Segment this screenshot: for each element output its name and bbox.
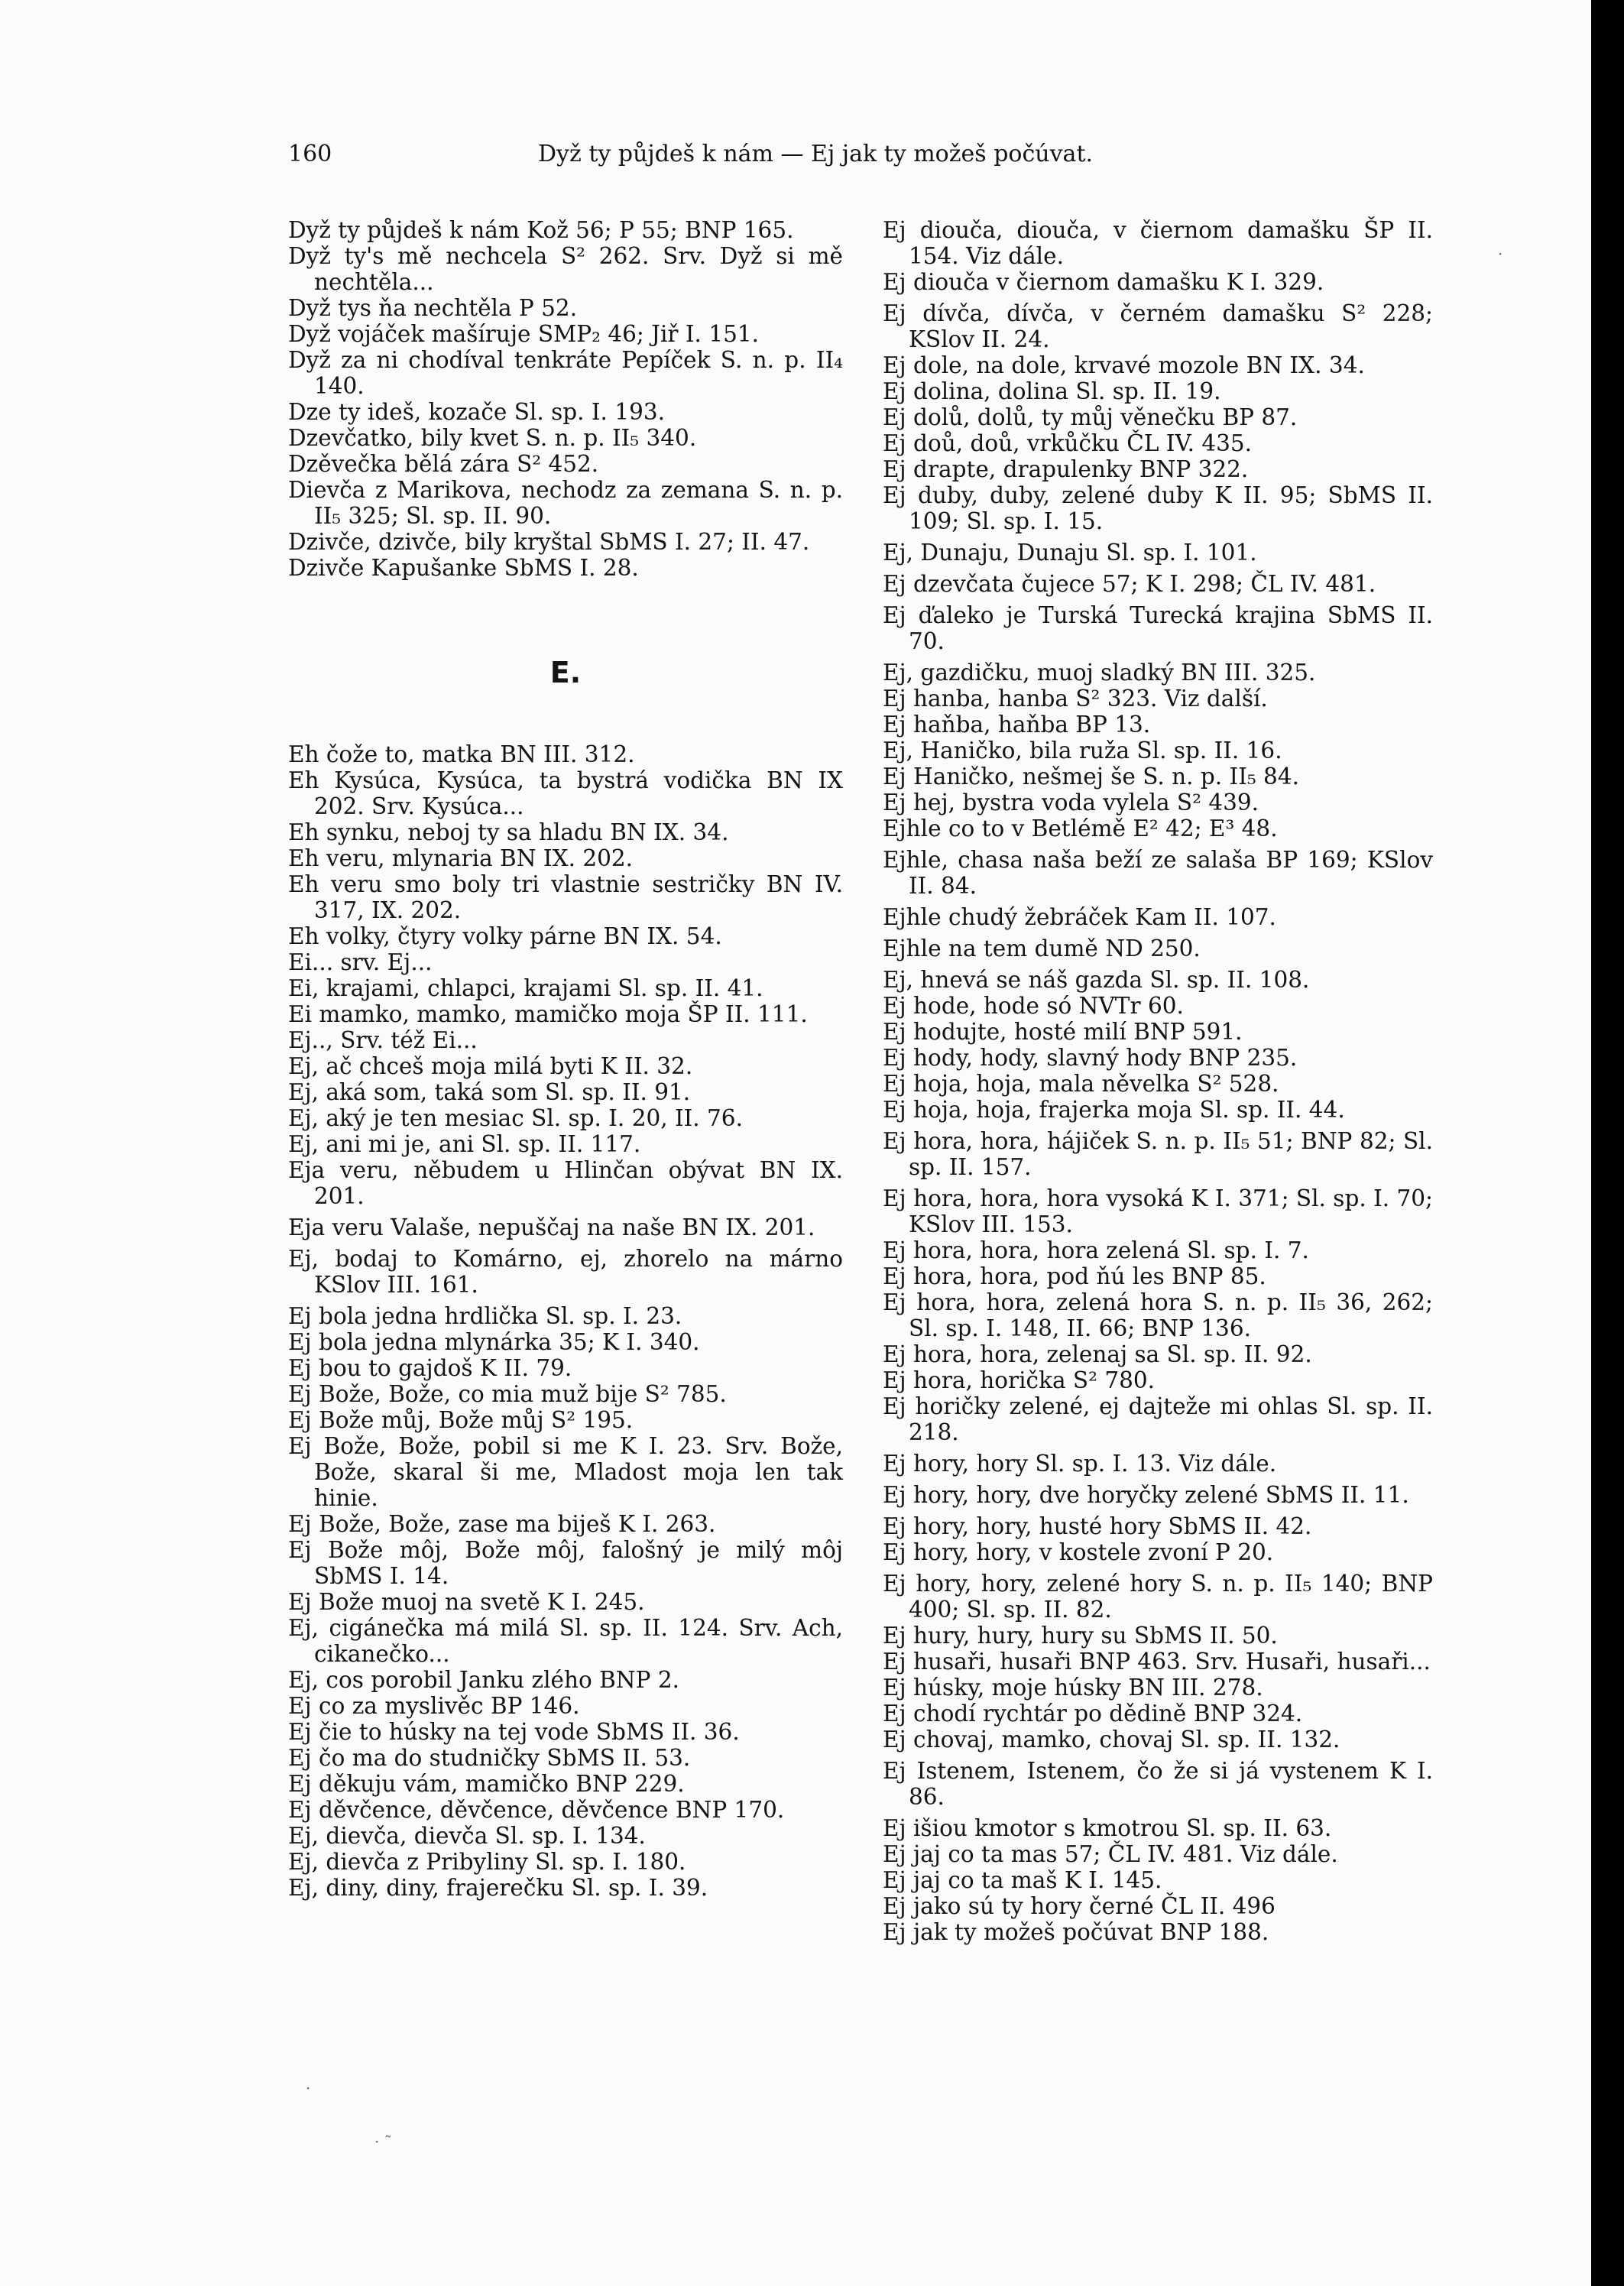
index-entry: Ej hory, hory, v kostele zvoní P 20.	[883, 1539, 1274, 1565]
index-entry: Ej drapte, drapulenky BNP 322.	[883, 456, 1249, 482]
index-entry: Ej hode, hode só NVTr 60.	[883, 993, 1184, 1019]
index-entry: Dyž vojáček mašíruje SMP₂ 46; Jiř I. 151.	[288, 321, 759, 347]
index-entry: Ej diouča v čiernom damašku K I. 329.	[883, 269, 1324, 295]
index-entry: Ej horičky zelené, ej dajteže mi ohlas Sl. sp. II. 218.	[883, 1393, 1433, 1445]
index-entry: Ej Bože můj, Bože můj S² 195.	[288, 1407, 634, 1433]
index-entry: Ej chodí rychtár po dědině BNP 324.	[883, 1701, 1303, 1727]
index-entry: Ej duby, duby, zelené duby K II. 95; SbMS II. 109; Sl. sp. I. 15.	[883, 482, 1433, 534]
index-entry: Dievča z Marikova, nechodz za zemana S. n. p. II₅ 325; Sl. sp. II. 90.	[288, 477, 843, 529]
index-entry: Ej hora, hora, hora zelená Sl. sp. I. 7.	[883, 1237, 1309, 1263]
index-entry: Ej haňba, haňba BP 13.	[883, 712, 1151, 738]
index-entry: Ej Bože muoj na svetě K I. 245.	[288, 1589, 645, 1615]
right-column	[883, 217, 1433, 1945]
index-entry: Ej ďaleko je Turská Turecká krajina SbMS II. 70.	[883, 602, 1433, 654]
index-entry: Ej hora, hora, zelenaj sa Sl. sp. II. 92.	[883, 1341, 1312, 1367]
index-entry: Dze ty ideš, kozače Sl. sp. I. 193.	[288, 399, 665, 425]
index-entry: Ej Istenem, Istenem, čo že si já vystenem K I. 86.	[883, 1758, 1433, 1810]
index-entry: Ej hora, hora, pod ňú les BNP 85.	[883, 1263, 1266, 1289]
index-entry: Ej bola jedna hrdlička Sl. sp. I. 23.	[288, 1303, 682, 1329]
index-entry: Ej hodujte, hosté milí BNP 591.	[883, 1019, 1243, 1045]
index-entry: Ej, aký je ten mesiac Sl. sp. I. 20, II. 76.	[288, 1105, 743, 1131]
index-entry: Ej hora, hora, zelená hora S. n. p. II₅ 36, 262; Sl. sp. I. 148, II. 66; BNP 136.	[883, 1289, 1433, 1341]
left-column	[288, 217, 843, 1901]
index-entry: Ej, cigánečka má milá Sl. sp. II. 124. Srv. Ach, cikanečko...	[288, 1615, 843, 1667]
index-entry: Eh volky, čtyry volky párne BN IX. 54.	[288, 923, 722, 949]
index-entry: Ej, bodaj to Komárno, ej, zhorelo na márno KSlov III. 161.	[288, 1246, 843, 1298]
index-entry: Eh veru, mlynaria BN IX. 202.	[288, 845, 634, 871]
entries-e-list	[288, 741, 843, 1901]
index-entry: Ej husaři, husaři BNP 463. Srv. Husaři, husaři...	[883, 1649, 1431, 1675]
index-entry: Ej, Haničko, bila ruža Sl. sp. II. 16.	[883, 738, 1282, 764]
index-entry: Ej čie to húsky na tej vode SbMS II. 36.	[288, 1719, 740, 1745]
index-entry: Ejhle, chasa naša beží ze salaša BP 169; KSlov II. 84.	[883, 847, 1433, 899]
index-entry: Dzivče Kapušanke SbMS I. 28.	[288, 555, 639, 581]
index-entry: Ej, ani mi je, ani Sl. sp. II. 117.	[288, 1131, 641, 1157]
index-entry: Ej hora, horička S² 780.	[883, 1367, 1156, 1393]
index-entry: Ej děkuju vám, mamičko BNP 229.	[288, 1771, 685, 1797]
index-entry: Dyž tys ňa nechtěla P 52.	[288, 295, 578, 321]
running-head: Dyž ty půjdeš k nám — Ej jak ty možeš počúvat.	[538, 141, 1094, 167]
index-entry: Ej dzevčata čujece 57; K I. 298; ČL IV. 481.	[883, 571, 1376, 597]
index-entry: Ej, ač chceš moja milá byti K II. 32.	[288, 1053, 693, 1079]
index-entry: Ej dolina, dolina Sl. sp. II. 19.	[883, 378, 1221, 404]
index-entry: Ej čo ma do studničky SbMS II. 53.	[288, 1745, 691, 1771]
index-entry: Ej chovaj, mamko, chovaj Sl. sp. II. 132.	[883, 1727, 1340, 1753]
index-entry: Ejhle na tem dumě ND 250.	[883, 935, 1201, 961]
entries-ej-list	[883, 217, 1433, 1945]
index-entry: Ei, krajami, chlapci, krajami Sl. sp. II. 41.	[288, 975, 763, 1001]
index-entry: Ej jaj co ta mas 57; ČL IV. 481. Viz dále.	[883, 1841, 1338, 1867]
index-entry: Ej hoja, hoja, frajerka moja Sl. sp. II. 44.	[883, 1097, 1345, 1123]
index-entry: Ej išiou kmotor s kmotrou Sl. sp. II. 63.	[883, 1815, 1332, 1841]
index-entry: Ej hora, hora, hájiček S. n. p. II₅ 51; BNP 82; Sl. sp. II. 157.	[883, 1128, 1433, 1180]
index-entry: Ej jaj co ta maš K I. 145.	[883, 1867, 1162, 1893]
page-number: 160	[288, 141, 332, 167]
index-entry: Eh čože to, matka BN III. 312.	[288, 741, 635, 767]
index-entry: Ej, gazdičku, muoj sladký BN III. 325.	[883, 660, 1316, 686]
index-entry: Ej hej, bystra voda vylela S² 439.	[883, 790, 1259, 816]
index-entry: Ej Bože, Bože, zase ma biješ K I. 263.	[288, 1511, 716, 1537]
index-entry: Ej jako sú ty hory černé ČL II. 496	[883, 1893, 1276, 1919]
index-entry: Ej bou to gajdoš K II. 79.	[288, 1355, 572, 1381]
index-entry: Ej, dievča, dievča Sl. sp. I. 134.	[288, 1823, 646, 1849]
index-entry: Ej dívča, dívča, v černém damašku S² 228; KSlov II. 24.	[883, 300, 1433, 352]
index-entry: Ej jak ty možeš počúvat BNP 188.	[883, 1919, 1269, 1945]
scan-speck: · ˜	[374, 2132, 392, 2151]
index-entry: Ejhle chudý žebráček Kam II. 107.	[883, 904, 1276, 930]
index-entry: Ej Bože môj, Bože môj, falošný je milý môj SbMS I. 14.	[288, 1537, 843, 1589]
index-entry: Ej hory, hory, husté hory SbMS II. 42.	[883, 1513, 1312, 1539]
scan-speck: ·	[306, 2079, 311, 2097]
index-entry: Eh synku, neboj ty sa hladu BN IX. 34.	[288, 819, 729, 845]
entries-d-list	[288, 217, 843, 581]
index-entry: Ej děvčence, děvčence, děvčence BNP 170.	[288, 1797, 785, 1823]
index-entry: Ej, diny, diny, frajerečku Sl. sp. I. 39.	[288, 1875, 708, 1901]
index-entry: Ej co za myslivěc BP 146.	[288, 1693, 580, 1719]
index-entry: Ej hory, hory, zelené hory S. n. p. II₅ 140; BNP 400; Sl. sp. II. 82.	[883, 1571, 1433, 1623]
index-entry: Dzevčatko, bily kvet S. n. p. II₅ 340.	[288, 425, 697, 451]
index-entry: Eh Kysúca, Kysúca, ta bystrá vodička BN IX 202. Srv. Kysúca...	[288, 767, 843, 819]
index-entry: Ejhle co to v Betlémě E² 42; E³ 48.	[883, 816, 1278, 841]
index-entry: Ej, hnevá se náš gazda Sl. sp. II. 108.	[883, 967, 1310, 993]
index-entry: Dzivče, dzivče, bily kryštal SbMS I. 27; II. 47.	[288, 529, 810, 555]
index-entry: Dyž za ni chodíval tenkráte Pepíček S. n. p. II₄ 140.	[288, 347, 843, 399]
index-entry: Ej hory, hory Sl. sp. I. 13. Viz dále.	[883, 1451, 1277, 1477]
index-entry: Dyž ty's mě nechcela S² 262. Srv. Dyž si mě nechtěla...	[288, 243, 843, 295]
index-entry: Ej, dievča z Pribyliny Sl. sp. I. 180.	[288, 1849, 686, 1875]
index-entry: Eh veru smo boly tri vlastnie sestričky BN IV. 317, IX. 202.	[288, 871, 843, 923]
index-entry: Ej, cos porobil Janku zlého BNP 2.	[288, 1667, 679, 1693]
index-entry: Ej.., Srv. též Ei...	[288, 1027, 478, 1053]
index-entry: Ej húsky, moje húsky BN III. 278.	[883, 1675, 1263, 1701]
index-entry: Ej hury, hury, hury su SbMS II. 50.	[883, 1623, 1278, 1649]
index-entry: Ej Bože, Bože, pobil si me K I. 23. Srv. Bože, Bože, skaral ši me, Mladost moja len tak hinie.	[288, 1433, 843, 1511]
index-entry: Ej bola jedna mlynárka 35; K I. 340.	[288, 1329, 700, 1355]
index-entry: Ej hory, hory, dve horyčky zelené SbMS II. 11.	[883, 1482, 1409, 1508]
index-entry: Eja veru, něbudem u Hlinčan obývat BN IX. 201.	[288, 1157, 843, 1209]
index-entry: Dzěvečka bělá zára S² 452.	[288, 451, 599, 477]
index-entry: Ej, Dunaju, Dunaju Sl. sp. I. 101.	[883, 540, 1257, 566]
index-entry: Ej doů, doů, vrkůčku ČL IV. 435.	[883, 430, 1253, 456]
index-entry: Ej Haničko, nešmej še S. n. p. II₅ 84.	[883, 764, 1299, 790]
index-entry: Eja veru Valaše, nepuščaj na naše BN IX. 201.	[288, 1214, 815, 1240]
scan-speck: ·	[1498, 245, 1503, 263]
index-entry: Ei... srv. Ej...	[288, 949, 433, 975]
index-entry: Ej hora, hora, hora vysoká K I. 371; Sl. sp. I. 70; KSlov III. 153.	[883, 1185, 1433, 1237]
page-header	[288, 136, 1182, 173]
index-entry: Ej Bože, Bože, co mia muž bije S² 785.	[288, 1381, 727, 1407]
index-entry: Ej hoja, hoja, mala něvelka S² 528.	[883, 1071, 1279, 1097]
index-entry: Ej dolů, dolů, ty můj věnečku BP 87.	[883, 404, 1298, 430]
section-heading: E.	[549, 656, 582, 689]
index-entry: Ej hanba, hanba S² 323. Viz další.	[883, 686, 1268, 712]
index-entry: Ej dole, na dole, krvavé mozole BN IX. 34.	[883, 352, 1365, 378]
index-entry: Dyž ty půjdeš k nám Kož 56; P 55; BNP 165.	[288, 217, 794, 243]
index-entry: Ej diouča, diouča, v čiernom damašku ŠP II. 154. Viz dále.	[883, 217, 1433, 269]
index-entry: Ej hody, hody, slavný hody BNP 235.	[883, 1045, 1298, 1071]
index-entry: Ei mamko, mamko, mamičko moja ŠP II. 111.	[288, 1001, 808, 1027]
index-entry: Ej, aká som, taká som Sl. sp. II. 91.	[288, 1079, 691, 1105]
